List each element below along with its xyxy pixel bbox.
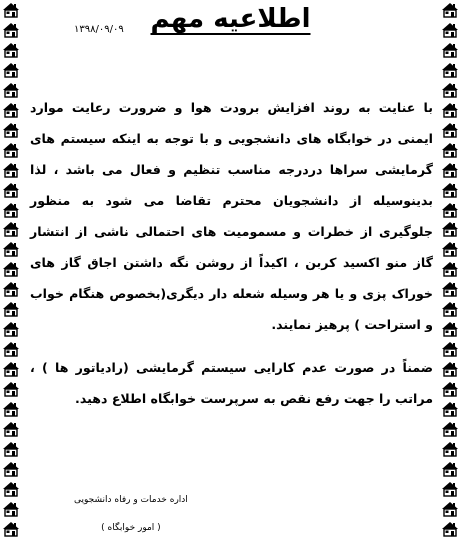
house-icon [441,521,459,537]
house-icon [441,501,459,517]
notice-paragraph-2: ضمناً در صورت عدم کارایی سیستم گرمایشی (رادیاتور ها ) ، مراتب را جهت رفع نقص به سرپرست خوابگاه اطلاع دهید. [30,360,433,406]
right-house-border [439,0,461,539]
house-icon [2,481,20,497]
signature-unit: ( امور خوابگاه ) [101,523,161,533]
house-icon [441,321,459,337]
house-icon [441,361,459,377]
house-icon [441,221,459,237]
house-icon [2,381,20,397]
house-icon [2,221,20,237]
house-icon [441,162,459,178]
house-icon [2,122,20,138]
house-icon [441,122,459,138]
house-icon [2,22,20,38]
notice [26,0,435,539]
notice-body [30,92,433,414]
house-icon [441,42,459,58]
house-icon [2,2,20,18]
house-icon [2,62,20,78]
house-icon [2,341,20,357]
house-icon [2,162,20,178]
signature [74,486,188,542]
house-icon [441,281,459,297]
house-icon [2,501,20,517]
house-icon [2,441,20,457]
house-icon [441,102,459,118]
house-icon [441,142,459,158]
house-icon [2,321,20,337]
house-icon [2,241,20,257]
house-icon [2,82,20,98]
notice-title: اطلاعیه مهم [150,4,311,34]
house-icon [441,401,459,417]
house-icon [2,421,20,437]
house-icon [2,281,20,297]
house-icon [441,261,459,277]
house-icon [441,2,459,18]
signature-department: اداره خدمات و رفاه دانشجویی [74,495,188,505]
house-icon [441,441,459,457]
house-icon [2,461,20,477]
house-icon [2,42,20,58]
house-icon [441,301,459,317]
house-icon [441,381,459,397]
notice-paragraph-1: با عنایت به روند افزایش برودت هوا و ضرورت رعایت موارد ایمنی در خوابگاه های دانشجویی و با توجه به اینکه سیستم های گرمایشی سراها دردرجه مناسب تنظیم و فعال می باشد ، لذا بدینوسیله از دانشجویان محترم تقاضا می شود به منظور جلوگیری از خطرات و مسمومیت های احتمالی ناشی از انتشار گاز منو اکسید کربن ، اکیداً از روشن نگه داشتن اجاق گاز های خوراک پزی و یا هر وسیله شعله دار دیگری(بخصوص هنگام خواب و استراحت ) پرهیز نمایند. [30,100,433,332]
house-icon [441,22,459,38]
house-icon [2,261,20,277]
house-icon [2,401,20,417]
house-icon [441,421,459,437]
notice-date: ۱۳۹۸/۰۹/۰۹ [74,24,124,35]
house-icon [441,481,459,497]
house-icon [441,62,459,78]
house-icon [2,202,20,218]
house-icon [441,82,459,98]
house-icon [2,102,20,118]
house-icon [2,182,20,198]
house-icon [2,142,20,158]
house-icon [2,301,20,317]
house-icon [441,182,459,198]
house-icon [441,202,459,218]
left-house-border [0,0,22,539]
house-icon [2,521,20,537]
house-icon [2,361,20,377]
house-icon [441,341,459,357]
house-icon [441,241,459,257]
house-icon [441,461,459,477]
